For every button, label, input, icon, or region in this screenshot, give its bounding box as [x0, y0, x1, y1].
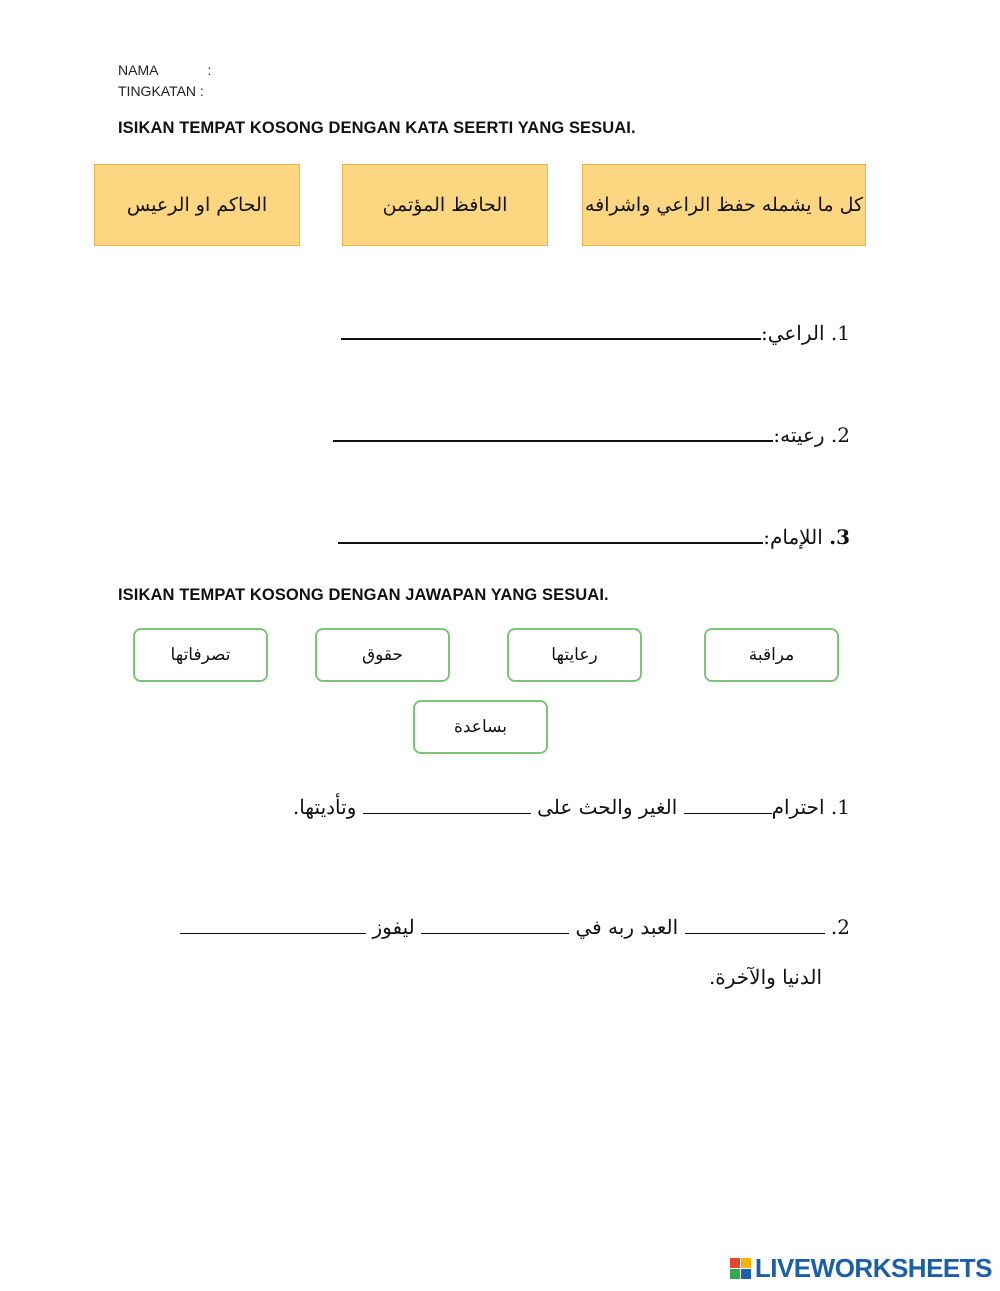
option-2-text: رعايتها [551, 645, 598, 665]
s1-q3-number: 3. [829, 525, 850, 549]
s1-question-3 [338, 524, 850, 549]
s1-q3-blank[interactable] [338, 524, 763, 544]
s2-q2-blank-1[interactable] [685, 917, 825, 934]
s2-q2-part1: العبد ربه في [575, 915, 679, 939]
s2-q2-line2: الدنيا والآخرة. [708, 965, 822, 989]
option-box-5[interactable] [413, 700, 548, 754]
word-box-3[interactable] [582, 164, 866, 246]
tingkatan-label: TINGKATAN : [118, 83, 204, 99]
word-box-1-text: الحاكم او الرعيس [126, 194, 268, 216]
option-4-text: تصرفاتها [170, 645, 231, 665]
option-5-text: بساعدة [453, 717, 508, 737]
s1-q2-blank[interactable] [333, 422, 773, 442]
s1-q2-number: 2. [830, 423, 850, 447]
s2-q2-blank-3[interactable] [180, 917, 366, 934]
s2-q2-blank-2[interactable] [421, 917, 569, 934]
s2-question-1 [293, 795, 850, 819]
option-1-text: مراقبة [748, 645, 795, 665]
logo-text: LIVEWORKSHEETS [754, 1252, 992, 1283]
s1-question-1 [341, 320, 850, 345]
option-box-3[interactable] [315, 628, 450, 682]
name-label: NAMA [118, 62, 158, 78]
word-box-1[interactable] [94, 164, 300, 246]
s2-q1-part2: الغير والحث على [537, 795, 678, 819]
section2-heading: ISIKAN TEMPAT KOSONG DENGAN JAWAPAN YANG SESUAI. [118, 586, 609, 604]
option-box-4[interactable] [133, 628, 268, 682]
s2-question-2 [180, 915, 850, 939]
section1-heading: ISIKAN TEMPAT KOSONG DENGAN KATA SEERTI YANG SESUAI. [118, 119, 636, 137]
s1-q3-text: اللإمام: [763, 525, 823, 549]
liveworksheets-logo[interactable] [730, 1253, 992, 1283]
s1-q1-number: 1. [830, 321, 850, 345]
s1-q2-text: رعيته: [773, 423, 825, 447]
name-colon: : [207, 62, 212, 78]
option-box-2[interactable] [507, 628, 642, 682]
s2-q1-part1: احترام [771, 795, 825, 819]
option-3-text: حقوق [361, 645, 404, 665]
s2-q2-number: 2. [830, 915, 850, 939]
s2-q1-number: 1. [830, 795, 850, 819]
s2-q1-blank-1[interactable] [684, 797, 772, 814]
word-box-2-text: الحافظ المؤتمن [382, 194, 508, 216]
s1-q1-text: الراعي: [760, 321, 825, 345]
s2-q2-part2: ليفوز [372, 915, 415, 939]
s2-q1-blank-2[interactable] [363, 797, 531, 814]
s1-question-2 [333, 422, 850, 447]
option-box-1[interactable] [704, 628, 839, 682]
logo-mark-icon [730, 1258, 751, 1279]
name-label-row [118, 62, 211, 78]
s2-q1-part3: وتأديتها. [292, 795, 357, 819]
word-box-3-text: كل ما يشمله حفظ الراعي واشرافه [584, 194, 864, 216]
word-box-2[interactable] [342, 164, 548, 246]
s1-q1-blank[interactable] [341, 320, 761, 340]
